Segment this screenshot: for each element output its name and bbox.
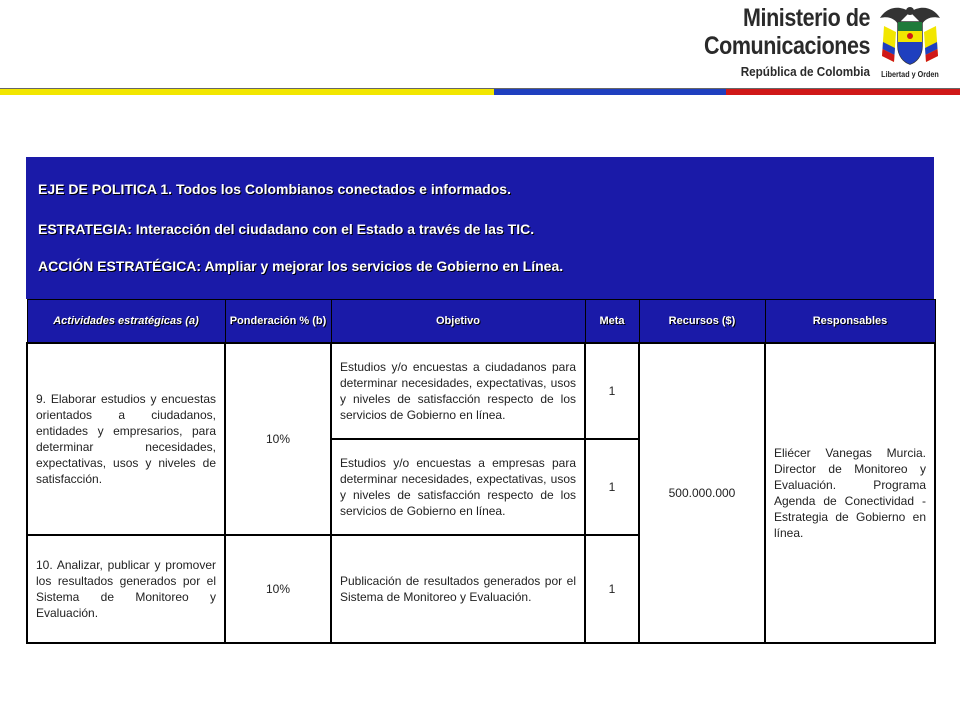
header-recursos: Recursos ($) <box>639 300 765 344</box>
header-responsables: Responsables <box>765 300 935 344</box>
meta-9b: 1 <box>585 439 639 535</box>
ponderacion-10: 10% <box>225 535 331 643</box>
table-row <box>27 343 935 439</box>
flag-stripe <box>0 88 960 94</box>
coat-of-arms <box>874 2 946 86</box>
table-header-row <box>27 300 935 344</box>
objetivo-9b: Estudios y/o encuestas a empresas para determinar necesidades, expectativas, usos y niveles de satisfacción respecto de los servicios de Gobierno en línea. <box>331 439 585 535</box>
coat-of-arms-icon <box>878 2 942 72</box>
objetivo-10: Publicación de resultados generados por el Sistema de Monitoreo y Evaluación. <box>331 535 585 643</box>
ministry-subtitle: República de Colombia <box>740 64 870 79</box>
meta-10: 1 <box>585 535 639 643</box>
ministry-brand <box>677 4 870 79</box>
estrategia: ESTRATEGIA: Interacción del ciudadano con el Estado a través de las TIC. <box>38 221 535 237</box>
ministry-title-line2: Comunicaciones <box>703 32 870 60</box>
policy-banner <box>26 157 934 299</box>
recursos-value: 500.000.000 <box>639 343 765 643</box>
objetivo-9a: Estudios y/o encuestas a ciudadanos para determinar necesidades, expectativas, usos y niveles de satisfacción respecto de los servicios de Gobierno en línea. <box>331 343 585 439</box>
motto-text: Libertad y Orden <box>881 70 939 79</box>
header-objetivo: Objetivo <box>331 300 585 344</box>
activities-table <box>26 299 936 644</box>
actividad-10: 10. Analizar, publicar y promover los resultados generados por el Sistema de Monitoreo y Evaluación. <box>27 535 225 643</box>
eje-politica: EJE DE POLITICA 1. Todos los Colombianos conectados e informados. <box>38 181 511 197</box>
accion-estrategica: ACCIÓN ESTRATÉGICA: Ampliar y mejorar los servicios de Gobierno en Línea. <box>38 258 564 274</box>
meta-9a: 1 <box>585 343 639 439</box>
header-ponderacion: Ponderación % (b) <box>225 300 331 344</box>
header-meta: Meta <box>585 300 639 344</box>
header-actividades: Actividades estratégicas (a) <box>27 300 225 344</box>
ministry-title-line1: Ministerio de <box>742 4 870 32</box>
ponderacion-9: 10% <box>225 343 331 535</box>
responsables-value: Eliécer Vanegas Murcia. Director de Monitoreo y Evaluación. Programa Agenda de Conectividad - Estrategia de Gobierno en línea. <box>765 343 935 643</box>
actividad-9: 9. Elaborar estudios y encuestas orientados a ciudadanos, entidades y empresarios, para determinar necesidades, expectativas, usos y niveles de satisfacción. <box>27 343 225 535</box>
